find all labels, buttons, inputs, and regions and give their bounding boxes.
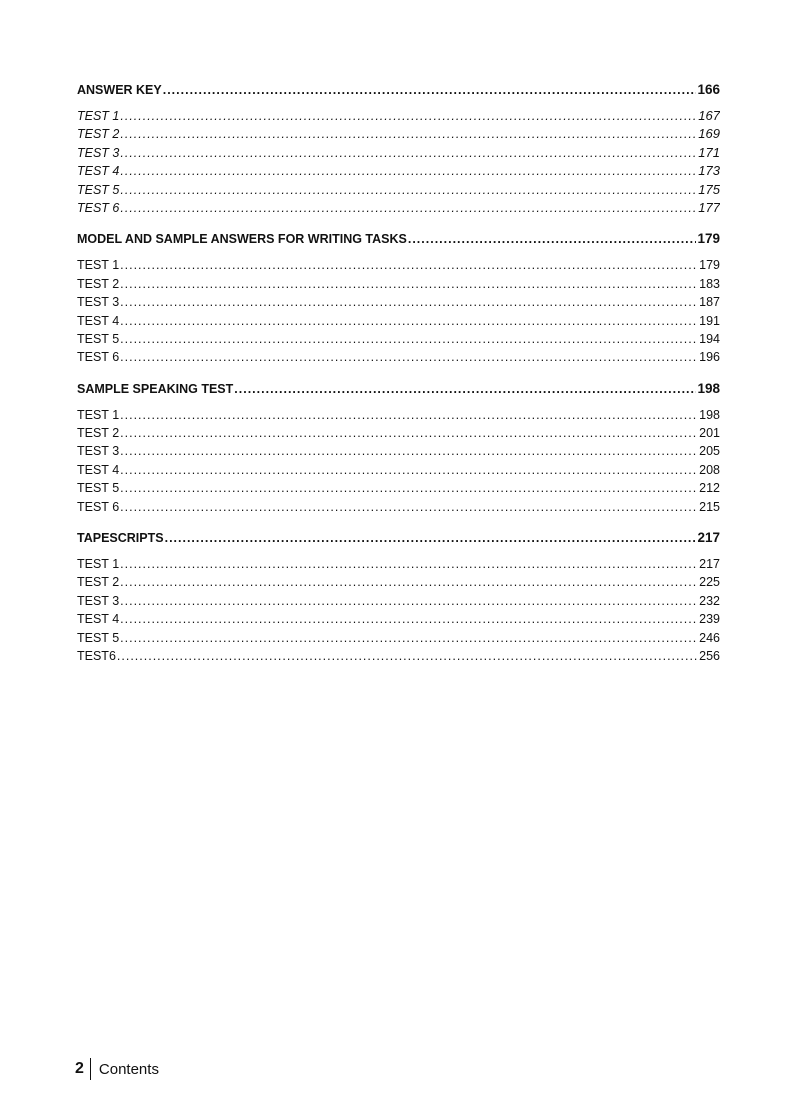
dot-leader (120, 348, 698, 366)
toc-entry[interactable] (77, 479, 720, 497)
toc-entry-label: TEST 1 (77, 555, 119, 573)
toc-entry-page: 246 (699, 629, 720, 647)
toc-entry[interactable] (77, 573, 720, 591)
dot-leader (120, 479, 698, 497)
footer-section-name: Contents (98, 1060, 159, 1078)
toc-entry-page: 256 (699, 647, 720, 665)
dot-leader (120, 461, 698, 479)
dot-leader (120, 330, 698, 348)
toc-heading[interactable] (77, 79, 720, 101)
toc-entry-page: 196 (699, 348, 720, 366)
toc-entry-label: TEST 2 (77, 275, 119, 293)
toc-heading-title: MODEL AND SAMPLE ANSWERS FOR WRITING TASKS (77, 228, 407, 250)
toc-entry-label: TEST 1 (77, 256, 119, 274)
toc-entry-page: 171 (698, 144, 720, 162)
table-of-contents (77, 79, 720, 676)
toc-entry-label: TEST 5 (77, 181, 119, 199)
toc-entry[interactable] (77, 107, 720, 125)
toc-heading-page: 217 (697, 527, 720, 549)
toc-entry[interactable] (77, 629, 720, 647)
dot-leader (120, 256, 698, 274)
toc-entry-label: TEST 5 (77, 330, 119, 348)
toc-section-speaking-test (77, 378, 720, 516)
dot-leader (120, 555, 698, 573)
dot-leader (120, 442, 698, 460)
toc-entry-page: 208 (699, 461, 720, 479)
toc-entry[interactable] (77, 162, 720, 180)
footer-page-number: 2 (75, 1060, 84, 1077)
toc-heading-title: TAPESCRIPTS (77, 527, 164, 549)
toc-entry[interactable] (77, 330, 720, 348)
dot-leader (120, 424, 698, 442)
dot-leader (120, 406, 698, 424)
toc-entry-page: 215 (699, 498, 720, 516)
dot-leader (117, 647, 698, 665)
dot-leader (234, 378, 696, 400)
toc-entry[interactable] (77, 610, 720, 628)
toc-entry-page: 194 (699, 330, 720, 348)
dot-leader (120, 107, 697, 125)
toc-section-answer-key (77, 79, 720, 217)
toc-entry-page: 212 (699, 479, 720, 497)
dot-leader (120, 629, 698, 647)
toc-entry[interactable] (77, 181, 720, 199)
toc-heading-page: 179 (697, 228, 720, 250)
toc-entry-page: 232 (699, 592, 720, 610)
dot-leader (120, 610, 698, 628)
toc-entry-label: TEST 3 (77, 442, 119, 460)
toc-entry-page: 175 (698, 181, 720, 199)
footer-divider (90, 1058, 91, 1080)
dot-leader (120, 144, 697, 162)
toc-entry-page: 177 (698, 199, 720, 217)
toc-entry[interactable] (77, 293, 720, 311)
toc-entry-page: 217 (699, 555, 720, 573)
toc-entry[interactable] (77, 275, 720, 293)
toc-entry-label: TEST 6 (77, 348, 119, 366)
toc-entry-page: 187 (699, 293, 720, 311)
dot-leader (120, 181, 697, 199)
toc-entry-label: TEST 4 (77, 461, 119, 479)
toc-heading-title: SAMPLE SPEAKING TEST (77, 378, 233, 400)
toc-heading-page: 198 (697, 378, 720, 400)
dot-leader (120, 573, 698, 591)
toc-entry-label: TEST 2 (77, 125, 119, 143)
dot-leader (120, 125, 697, 143)
toc-entry-label: TEST 6 (77, 199, 119, 217)
toc-entry[interactable] (77, 461, 720, 479)
toc-entry-label: TEST 3 (77, 144, 119, 162)
toc-entry-label: TEST 1 (77, 107, 119, 125)
toc-entry-page: 198 (699, 406, 720, 424)
toc-heading-title: ANSWER KEY (77, 79, 162, 101)
dot-leader (120, 592, 698, 610)
toc-entry-page: 173 (698, 162, 720, 180)
toc-entry-label: TEST 5 (77, 479, 119, 497)
toc-entry-label: TEST 5 (77, 629, 119, 647)
toc-entry-page: 225 (699, 573, 720, 591)
dot-leader (120, 312, 698, 330)
toc-entry[interactable] (77, 442, 720, 460)
dot-leader (408, 228, 697, 250)
page-footer (75, 1058, 159, 1080)
toc-heading[interactable] (77, 228, 720, 250)
toc-entry[interactable] (77, 592, 720, 610)
toc-entry[interactable] (77, 647, 720, 665)
toc-entry-label: TEST 2 (77, 424, 119, 442)
toc-entry-label: TEST 4 (77, 610, 119, 628)
dot-leader (120, 293, 698, 311)
toc-entry-page: 191 (699, 312, 720, 330)
toc-entry-label: TEST 1 (77, 406, 119, 424)
toc-entry[interactable] (77, 406, 720, 424)
toc-heading[interactable] (77, 527, 720, 549)
toc-entry[interactable] (77, 125, 720, 143)
dot-leader (120, 199, 697, 217)
toc-heading-page: 166 (697, 79, 720, 101)
toc-entry-label: TEST 4 (77, 162, 119, 180)
toc-entry[interactable] (77, 498, 720, 516)
toc-entry-page: 201 (699, 424, 720, 442)
toc-entry-label: TEST 3 (77, 592, 119, 610)
toc-entry[interactable] (77, 144, 720, 162)
dot-leader (120, 162, 697, 180)
toc-entry-label: TEST6 (77, 647, 116, 665)
toc-entry-page: 167 (698, 107, 720, 125)
toc-entry-page: 205 (699, 442, 720, 460)
toc-entry[interactable] (77, 348, 720, 366)
toc-entry[interactable] (77, 424, 720, 442)
dot-leader (120, 498, 698, 516)
toc-entry-label: TEST 3 (77, 293, 119, 311)
toc-heading[interactable] (77, 378, 720, 400)
toc-entry[interactable] (77, 256, 720, 274)
toc-entry[interactable] (77, 312, 720, 330)
toc-entry-page: 179 (699, 256, 720, 274)
toc-entry-label: TEST 4 (77, 312, 119, 330)
toc-entry-page: 183 (699, 275, 720, 293)
toc-entry-label: TEST 6 (77, 498, 119, 516)
dot-leader (163, 79, 697, 101)
toc-entry[interactable] (77, 555, 720, 573)
toc-entry-page: 239 (699, 610, 720, 628)
dot-leader (165, 527, 697, 549)
toc-section-tapescripts (77, 527, 720, 665)
toc-entry[interactable] (77, 199, 720, 217)
toc-section-writing-tasks (77, 228, 720, 366)
toc-entry-page: 169 (698, 125, 720, 143)
dot-leader (120, 275, 698, 293)
toc-entry-label: TEST 2 (77, 573, 119, 591)
